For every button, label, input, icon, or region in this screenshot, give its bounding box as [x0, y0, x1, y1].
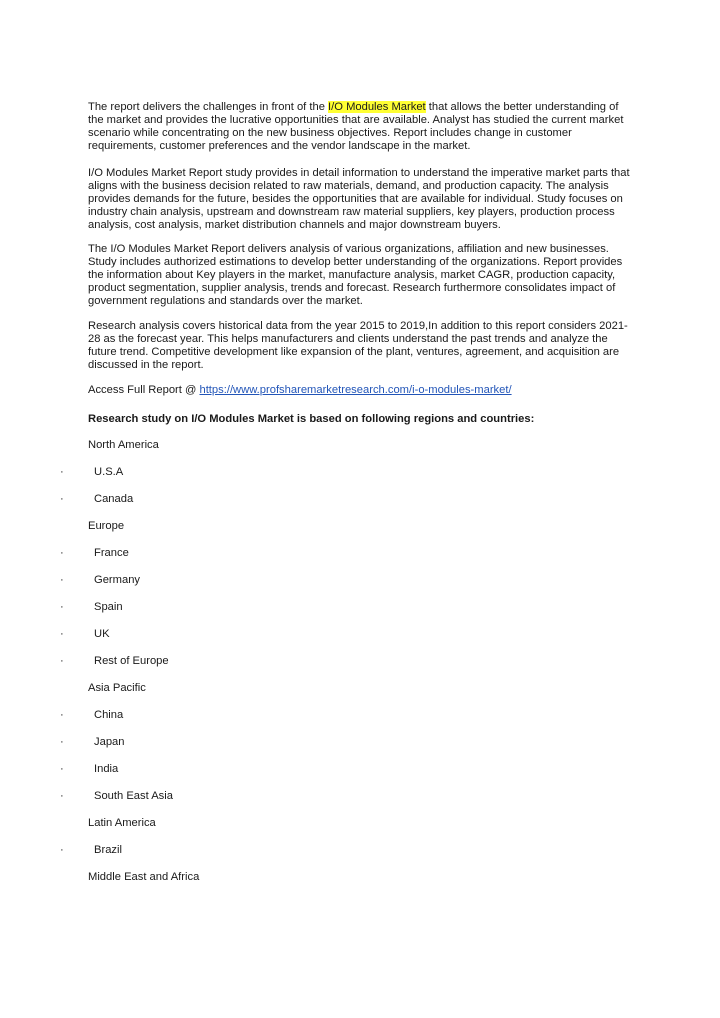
analysis-paragraph: The I/O Modules Market Report delivers analysis of various organizations, affiliation and new businesses. Study includes authorized estimations to develop better understanding of the organizations. Report provides the information about Key players in the market, manufacture analysis, market CAGR, production capacity, product segmentation, supplier analysis, trends and forecast. Research furthermore consolidates impact of government regulations and standards over the market. — [88, 243, 623, 308]
bullet-dot: · — [60, 709, 64, 721]
country-germany: Germany — [94, 574, 141, 586]
list-item — [0, 790, 720, 804]
list-item — [0, 601, 720, 615]
bullet-dot: · — [60, 574, 64, 586]
region-middle-east-africa: Middle East and Africa — [88, 871, 200, 883]
country-brazil: Brazil — [94, 844, 122, 856]
intro-text-end: that allows the better understanding of the market and provides the lucrative opportunities that are available. Analyst has studied the current market scenario while concentrating on the new business objectives. Report includes change in customer requirements, customer preferences and the vendor landscape in the market. — [88, 101, 624, 153]
list-item — [0, 547, 720, 561]
country-india: India — [94, 763, 119, 775]
list-item — [0, 655, 720, 669]
region-asia-pacific: Asia Pacific — [88, 682, 146, 694]
country-uk: UK — [94, 628, 110, 640]
region-latin-america: Latin America — [88, 817, 156, 829]
bullet-dot: · — [60, 844, 64, 856]
country-japan: Japan — [94, 736, 125, 748]
list-item — [0, 466, 720, 480]
bullet-dot: · — [60, 547, 64, 559]
list-item — [0, 709, 720, 723]
bullet-dot: · — [60, 493, 64, 505]
country-usa: U.S.A — [94, 466, 124, 478]
report-link[interactable]: https://www.profsharemarketresearch.com/i-o-modules-market/ — [199, 384, 512, 396]
bullet-dot: · — [60, 601, 64, 613]
bullet-dot: · — [60, 736, 64, 748]
access-report-line — [88, 384, 636, 397]
intro-paragraph — [88, 101, 636, 153]
region-north-america: North America — [88, 439, 159, 451]
country-france: France — [94, 547, 129, 559]
bullet-dot: · — [60, 628, 64, 640]
bullet-dot: · — [60, 763, 64, 775]
country-south-east-asia: South East Asia — [94, 790, 173, 802]
forecast-paragraph: Research analysis covers historical data from the year 2015 to 2019,In addition to this report considers 2021-28 as the forecast year. This helps manufacturers and clients understand the past trends and analyze the future trend. Competitive development like expansion of the plant, ventures, agreement, and acquisition are discussed in the report. — [88, 320, 628, 372]
access-label: Access Full Report @ — [88, 384, 200, 396]
intro-text-start: The report delivers the challenges in front of the — [88, 101, 329, 113]
list-item — [0, 493, 720, 507]
bullet-dot: · — [60, 466, 64, 478]
list-item — [0, 628, 720, 642]
country-canada: Canada — [94, 493, 134, 505]
list-item — [0, 844, 720, 858]
bullet-dot: · — [60, 655, 64, 667]
highlighted-market-name: I/O Modules Market — [328, 101, 426, 113]
list-item — [0, 763, 720, 777]
list-item — [0, 574, 720, 588]
regions-heading: Research study on I/O Modules Market is based on following regions and countries: — [88, 413, 535, 425]
study-paragraph: I/O Modules Market Report study provides in detail information to understand the imperative market parts that aligns with the business decision related to raw materials, demand, and production capacity. The analysis provides demands for the future, besides the opportunities that are available for individual. Study focuses on industry chain analysis, upstream and downstream raw material suppliers, key players, production process analysis, cost analysis, market distribution channels and major downstream buyers. — [88, 167, 630, 232]
region-europe: Europe — [88, 520, 125, 532]
bullet-dot: · — [60, 790, 64, 802]
country-spain: Spain — [94, 601, 123, 613]
list-item — [0, 736, 720, 750]
country-rest-of-europe: Rest of Europe — [94, 655, 169, 667]
country-china: China — [94, 709, 124, 721]
